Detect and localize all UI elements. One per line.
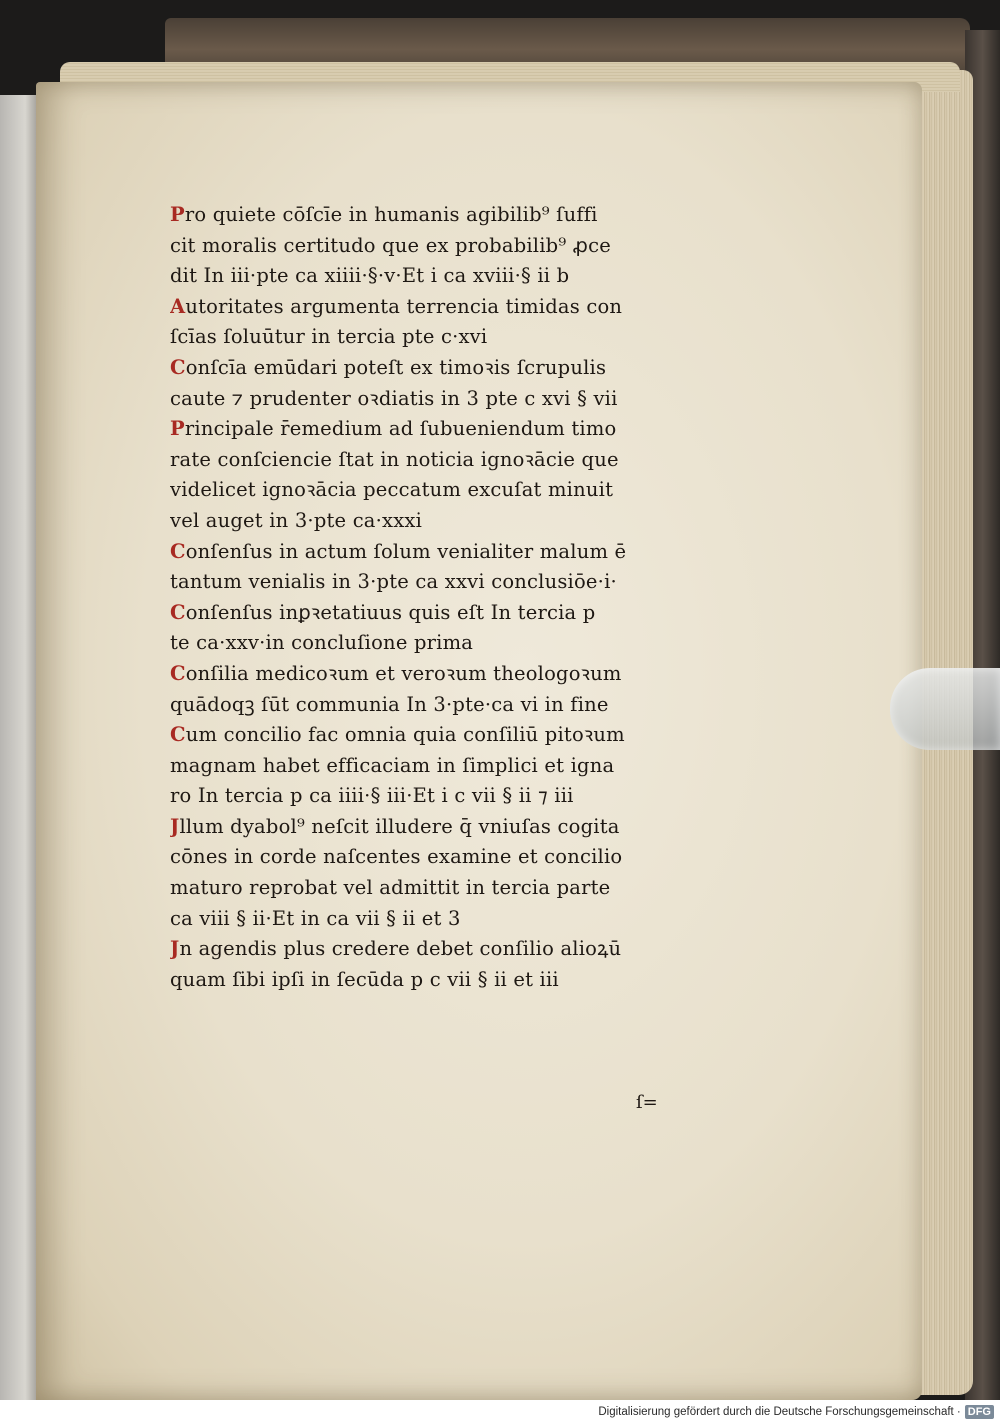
dfg-logo-icon: DFG xyxy=(965,1405,994,1419)
text-block xyxy=(170,200,730,995)
line-text: ca viii § ii·Et in ca vii § ii et 3 xyxy=(170,906,461,930)
line-text: onſilia medicoꝛum et veroꝛum theologoꝛum xyxy=(185,661,622,685)
text-line xyxy=(170,475,730,506)
text-line xyxy=(170,873,730,904)
text-line xyxy=(170,720,730,751)
rubricated-initial: A xyxy=(170,294,186,318)
rubricated-initial: C xyxy=(170,355,186,379)
line-text: utoritates argumenta terrencia timidas con xyxy=(185,294,623,318)
line-text: cōnes in corde naſcentes examine et concilio xyxy=(170,845,623,869)
text-line xyxy=(170,659,730,690)
line-text: tantum venialis in 3·pte ca xxvi conclusiōe·i· xyxy=(170,570,617,594)
text-line xyxy=(170,292,730,323)
text-line xyxy=(170,934,730,965)
text-line xyxy=(170,322,730,353)
text-line xyxy=(170,231,730,262)
line-text: ro quiete cōſcīe in humanis agibilib⁹ ſuffi xyxy=(184,203,598,226)
line-text: cit moralis certitudo que ex probabilib⁹ ꝓce xyxy=(170,233,611,257)
line-text: maturo reprobat vel admittit in tercia parte xyxy=(170,876,611,900)
text-line xyxy=(170,598,730,629)
line-text: onſenſus in actum ſolum venialiter malum ē xyxy=(185,539,627,563)
footer-background xyxy=(0,1400,600,1423)
rubricated-initial: P xyxy=(170,203,185,226)
rubricated-initial: C xyxy=(170,661,186,685)
text-line xyxy=(170,751,730,782)
footer-bar xyxy=(600,1400,1000,1423)
rubricated-initial: J xyxy=(170,937,180,961)
text-line xyxy=(170,384,730,415)
text-line xyxy=(170,965,730,996)
line-text: onſcīa emūdari poteſt ex timoꝛis ſcrupulis xyxy=(185,355,607,379)
line-text: ro In tercia p ca iiii·§ iii·Et i c vii § ii ⁊ iii xyxy=(170,784,574,808)
line-text: quam ſibi ipſi in ſecūda p c vii § ii et iii xyxy=(170,967,559,991)
text-line xyxy=(170,445,730,476)
text-line xyxy=(170,414,730,445)
text-line xyxy=(170,781,730,812)
text-line xyxy=(170,690,730,721)
catchword: ſ= xyxy=(636,1092,658,1113)
line-text: ſcīas ſoluūtur in tercia pte c·xvi xyxy=(170,325,488,349)
line-text: videlicet ignoꝛācia peccatum excuſat minuit xyxy=(170,478,614,502)
line-text: te ca·xxv·in concluſione prima xyxy=(170,631,474,655)
rubricated-initial: J xyxy=(170,814,180,838)
line-text: vel auget in 3·pte ca·xxxi xyxy=(170,508,423,532)
rubricated-initial: P xyxy=(170,417,185,441)
line-text: quādoqꝫ ſūt communia In 3·pte·ca vi in fine xyxy=(170,692,609,716)
rubricated-initial: C xyxy=(170,600,186,624)
text-line xyxy=(170,567,730,598)
line-text: n agendis plus credere debet conſilio alioꝝū xyxy=(179,937,622,961)
text-line xyxy=(170,353,730,384)
text-line xyxy=(170,904,730,935)
rubricated-initial: C xyxy=(170,539,186,563)
line-text: dit In iii·pte ca xiiii·§·v·Et i ca xviii·§ ii b xyxy=(170,264,570,288)
text-line xyxy=(170,506,730,537)
line-text: magnam habet efficaciam in ſimplici et igna xyxy=(170,753,615,777)
line-text: llum dyabol⁹ neſcit illudere q̄ vniuſas cogita xyxy=(179,814,620,838)
text-line xyxy=(170,842,730,873)
rubricated-initial: C xyxy=(170,723,186,747)
footer-credit: Digitalisierung gefördert durch die Deutsche Forschungsgemeinschaft · xyxy=(598,1405,961,1418)
line-text: caute ⁊ prudenter oꝛdiatis in 3 pte c xvi § vii xyxy=(170,386,618,410)
text-line xyxy=(170,812,730,843)
text-line xyxy=(170,537,730,568)
text-line xyxy=(170,261,730,292)
text-line xyxy=(170,628,730,659)
text-line xyxy=(170,200,730,231)
line-text: rate conſciencie ſtat in noticia ignoꝛācie que xyxy=(170,447,619,471)
bookmark-clip xyxy=(890,668,1000,750)
line-text: um concilio fac omnia quia conſiliū pitoꝛum xyxy=(185,723,625,747)
line-text: rincipale r̄emedium ad ſubueniendum timo xyxy=(184,417,617,441)
line-text: onſenſus inꝑꝛetatiuus quis eſt In tercia p xyxy=(185,600,596,624)
